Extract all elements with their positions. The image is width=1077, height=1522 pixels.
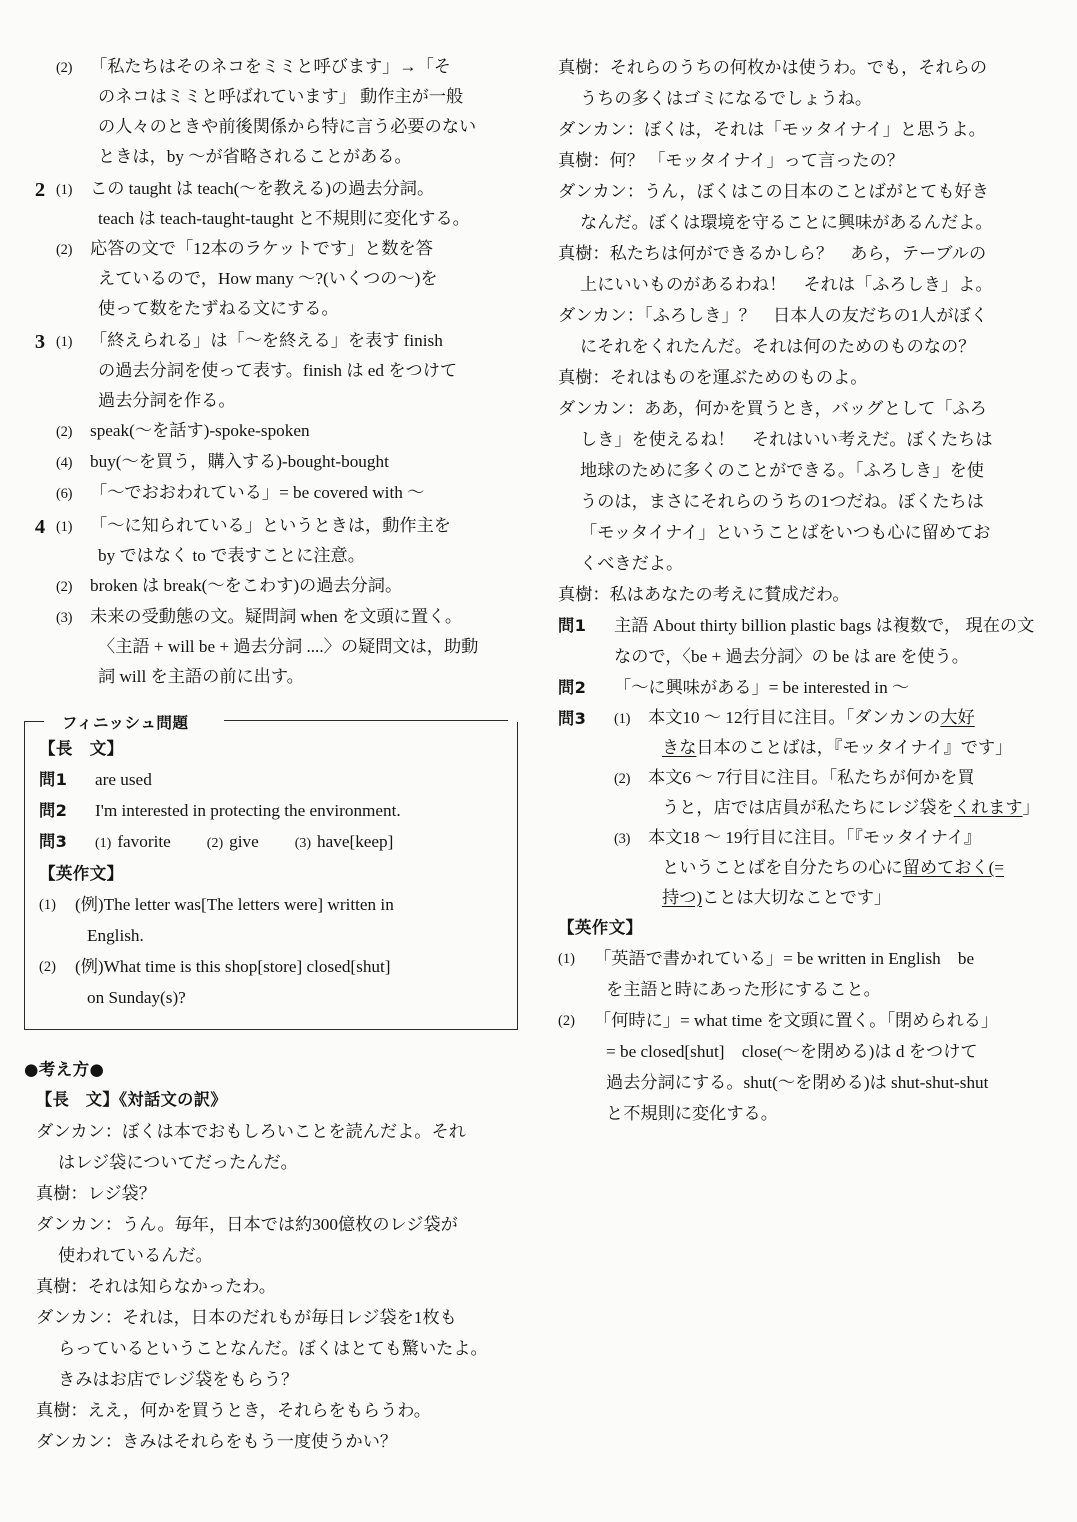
dialogue-turn <box>36 1116 518 1178</box>
text-line: えているので，How many ～?(いくつの～)を <box>98 269 438 288</box>
text-line: 「～に知られている」というときは，動作主を <box>90 516 451 535</box>
eisakubun-row <box>39 889 505 951</box>
item-text <box>90 511 518 571</box>
answer-block-body <box>56 326 518 509</box>
part-text <box>648 823 1049 913</box>
text-line: teach は teach-taught-taught と不規則に変化する。 <box>98 209 470 228</box>
text-line: 真樹：私たちは何ができるかしら？ あら，テーブルの <box>558 244 987 263</box>
item-text <box>90 174 518 234</box>
dialogue-turn <box>36 1209 518 1271</box>
dialogue-translation-continued <box>558 52 1049 610</box>
answer-block-body <box>56 511 518 692</box>
text-line: on Sunday(s)? <box>87 988 186 1007</box>
plain-text: 本文10 ～ 12行目に注目。「ダンカンの <box>648 708 941 727</box>
answer-item <box>56 447 518 478</box>
answer-block-2 <box>24 174 518 324</box>
item-number: (4) <box>56 455 73 471</box>
plain-text: 」 <box>1022 798 1040 817</box>
text-line <box>648 793 1049 823</box>
answer-block-body <box>56 174 518 324</box>
text-line: 「モッタイナイ」ということばをいつも心に留めてお <box>580 523 991 542</box>
text-line: ダンカン：うん，ぼくはこの日本のことばがとても好き <box>558 182 989 201</box>
text-line: にそれをくれたんだ。それは何のためのものなの？ <box>580 337 976 356</box>
text-line: 詞 will を主語の前に出す。 <box>98 667 304 686</box>
part-answer: give <box>229 832 259 851</box>
text-line: buy(～を買う，購入する)-bought-bought <box>90 452 389 471</box>
question-label: 問3 <box>558 709 587 728</box>
text-line: 真樹：それは知らなかったわ。 <box>36 1277 276 1296</box>
dialogue-turn <box>558 114 1049 145</box>
text-line: 「英語で書かれている」= be written in English be <box>594 949 975 968</box>
eisakubun-heading: 【英作文】 <box>558 918 643 937</box>
dialogue-turn <box>36 1302 518 1395</box>
finish-problem-box <box>24 722 518 1030</box>
part-text <box>648 703 1049 763</box>
answer-block-4 <box>24 511 518 692</box>
item-text <box>90 478 518 508</box>
part-answer: have[keep] <box>317 832 394 851</box>
block-number: 3 <box>34 331 46 353</box>
item-number: (1) <box>56 334 73 350</box>
answer-block-3 <box>24 326 518 509</box>
kangaekata-heading: ●考え方● <box>24 1060 105 1079</box>
text-line: この taught は teach(～を教える)の過去分詞。 <box>90 179 435 198</box>
text-line: ダンカン：「ふろしき」？ 日本人の友だちの1人がぼく <box>558 306 988 325</box>
text-line <box>648 853 1049 883</box>
eisakubun-number: (2) <box>558 1013 575 1029</box>
eisakubun-row <box>558 943 1049 1005</box>
item-number: (2) <box>56 242 73 258</box>
text-line <box>648 703 1049 733</box>
answer-part <box>614 703 1049 763</box>
dialogue-turn <box>558 52 1049 114</box>
text-line: 「何時に」= what time を文頭に置く。「閉められる」 <box>594 1011 999 1030</box>
text-line: きみはお店でレジ袋をもらう？ <box>58 1370 299 1389</box>
item-text <box>90 447 518 477</box>
text-line: 過去分詞を作る。 <box>98 391 236 410</box>
answer-item <box>56 511 518 571</box>
text-line: 真樹：何？ 「モッタイナイ」って言ったの？ <box>558 151 904 170</box>
text-line: らっているということなんだ。ぼくはとても驚いたよ。 <box>58 1339 488 1358</box>
eisakubun-number: (2) <box>39 959 56 975</box>
item-text <box>90 234 518 324</box>
question-row-3 <box>39 826 505 859</box>
dialogue-turn <box>558 362 1049 393</box>
text-line: 地球のために多くのことができる。「ふろしき」を使 <box>580 461 984 480</box>
text-line: English. <box>87 926 144 945</box>
question-answer: are used <box>95 770 152 789</box>
eisakubun-text <box>594 943 1049 1005</box>
dialogue-turn <box>558 300 1049 362</box>
text-line: 「終えられる」は「～を終える」を表す finish <box>90 331 443 350</box>
text-line: speak(～を話す)-spoke-spoken <box>90 421 310 440</box>
block-number: 4 <box>34 516 46 538</box>
dialogue-turn <box>558 579 1049 610</box>
item-number: (1) <box>56 519 73 535</box>
dialogue-turn <box>36 1395 518 1426</box>
title-rule <box>224 720 508 721</box>
text-line: のネコはミミと呼ばれています」 動作主が一般 <box>98 87 464 106</box>
question-label: 問1 <box>39 770 68 789</box>
answer-part <box>207 826 259 859</box>
item-text <box>90 52 518 172</box>
item-number: (1) <box>56 182 73 198</box>
part-number: (1) <box>95 836 112 851</box>
dialogue-turn <box>36 1426 518 1457</box>
text-line: ダンカン：それは，日本のだれもが毎日レジ袋を1枚も <box>36 1308 457 1327</box>
answer-item <box>56 326 518 416</box>
text-line: 過去分詞にする。shut(～を閉める)は shut-shut-shut <box>606 1073 989 1092</box>
item-number: (3) <box>56 610 73 626</box>
item-text <box>90 602 518 692</box>
text-line: 「～でおおわれている」= be covered with ～ <box>90 483 425 502</box>
item-text <box>90 571 518 601</box>
text-line: 〈主語 + will be + 過去分詞 ....〉の疑問文は，助動 <box>98 637 479 656</box>
plain-text: うと，店では店員が私たちにレジ袋を <box>662 798 954 817</box>
item-text <box>90 326 518 416</box>
part-number: (2) <box>206 836 224 851</box>
right-column <box>540 0 1077 1129</box>
kangaekata-subheading: 【長 文】《対話文の訳》 <box>36 1090 227 1109</box>
continuation-body <box>56 52 518 172</box>
question-row <box>39 764 505 795</box>
item-number: (6) <box>56 486 73 502</box>
answer-part <box>95 826 171 859</box>
plain-text: 日本のことばは，『モッタイナイ』です」 <box>696 738 1013 757</box>
underlined-text: 留めておく(= <box>902 858 1004 877</box>
underlined-text: くれます <box>953 798 1023 817</box>
eisakubun-row <box>558 1005 1049 1129</box>
answer-item <box>56 602 518 692</box>
text-line: ダンカン：きみはそれらをもう一度使うかい？ <box>36 1432 398 1451</box>
plain-text: 本文18 ～ 19行目に注目。「『モッタイナイ』 <box>648 828 982 847</box>
text-line: ダンカン：ぼくは，それは「モッタイナイ」と思うよ。 <box>558 120 986 139</box>
text-line: (例)The letter was[The letters were] written in <box>75 895 394 914</box>
question-row <box>558 610 1049 672</box>
text-line: 「～に興味がある」= be interested in ～ <box>614 678 910 697</box>
text-line: の人々のときや前後関係から特に言う必要のない <box>98 117 477 136</box>
underlined-text: 大好 <box>940 708 975 727</box>
dialogue-turn <box>36 1271 518 1302</box>
text-line: 真樹：ええ，何かを買うとき，それらをもらうわ。 <box>36 1401 431 1420</box>
text-line: を主語と時にあった形にすること。 <box>606 980 881 999</box>
text-line: 上にいいものがあるわね！ それは「ふろしき」よ。 <box>580 275 993 294</box>
answer-item <box>56 416 518 447</box>
question-answer: I'm interested in protecting the environment. <box>95 801 401 820</box>
answer-item <box>56 174 518 234</box>
part-number: (3) <box>614 831 631 847</box>
part-number: (2) <box>614 771 631 787</box>
plain-text: ということばを自分たちの心に <box>662 858 903 877</box>
item-number: (2) <box>56 424 73 440</box>
question-explanation <box>614 610 1049 672</box>
text-line: (例)What time is this shop[store] closed[shut] <box>75 957 391 976</box>
underlined-text: 持つ) <box>662 888 703 907</box>
question-label: 問1 <box>558 616 587 635</box>
text-line: by ではなく to で表すことに注意。 <box>98 546 365 565</box>
answer-part <box>295 826 394 859</box>
text-line <box>648 763 1049 793</box>
text-line: 真樹：レジ袋？ <box>36 1184 156 1203</box>
eisakubun-text <box>75 889 505 951</box>
eisakubun-number: (1) <box>558 951 575 967</box>
text-line: 使われているんだ。 <box>58 1246 213 1265</box>
part-number: (3) <box>294 836 312 851</box>
answer-part <box>614 823 1049 913</box>
text-line: 現在の文なので，〈be + 過去分詞〉の be は are を使う。 <box>614 616 1035 666</box>
text-line: しき」を使えるね！ それはいい考えだ。ぼくたちは <box>580 430 993 449</box>
question-label: 問3 <box>39 832 68 851</box>
text-line: 真樹：それらのうちの何枚かは使うわ。でも，それらの <box>558 58 988 77</box>
text-line: ダンカン：ああ，何かを買うとき，バッグとして「ふろ <box>558 399 987 418</box>
text-line: ときは，by ～が省略されることがある。 <box>98 147 412 166</box>
dialogue-turn <box>558 176 1049 238</box>
text-line: くべきだよ。 <box>580 554 684 573</box>
part-text <box>648 763 1049 823</box>
text-line: なんだ。ぼくは環境を守ることに興味があるんだよ。 <box>580 213 993 232</box>
dialogue-translation <box>24 1116 518 1457</box>
question-row-3 <box>558 703 1049 913</box>
text-line: = be closed[shut] close(～を閉める)は d をつけて <box>606 1042 978 1061</box>
question-row <box>39 795 505 826</box>
finish-problem-title: フィニッシュ問題 <box>58 711 198 733</box>
dialogue-turn <box>558 238 1049 300</box>
dialogue-turn <box>36 1178 518 1209</box>
eisakubun-text <box>594 1005 1049 1129</box>
text-line: 真樹：それはものを運ぶためのものよ。 <box>558 368 868 387</box>
question-row <box>558 672 1049 703</box>
text-line: broken は break(～をこわす)の過去分詞。 <box>90 576 403 595</box>
answer-item <box>56 571 518 602</box>
eisakubun-heading: 【英作文】 <box>39 864 124 883</box>
text-line: はレジ袋についてだったんだ。 <box>58 1153 298 1172</box>
text-line <box>648 883 1049 913</box>
item-number: (2) <box>56 579 73 595</box>
block-number: 2 <box>34 179 46 201</box>
continuation-block <box>24 52 518 172</box>
eisakubun-number: (1) <box>39 897 56 913</box>
text-line: ダンカン：うん。毎年，日本では約300億枚のレジ袋が <box>36 1215 458 1234</box>
left-column <box>0 0 540 1457</box>
question-explanation-parts <box>614 703 1049 913</box>
text-line <box>648 823 1049 853</box>
plain-text: 本文6 ～ 7行目に注目。「私たちが何かを買 <box>648 768 975 787</box>
part-number: (1) <box>614 711 631 727</box>
text-line: の過去分詞を使って表す。finish は ed をつけて <box>98 361 458 380</box>
text-line <box>648 733 1049 763</box>
part-answer: favorite <box>117 832 171 851</box>
question-label: 問2 <box>39 801 68 820</box>
text-line: うちの多くはゴミになるでしょうね。 <box>580 89 873 108</box>
finish-problem-section <box>24 714 518 1030</box>
answer-item <box>56 52 518 172</box>
text-line: 主語 About thirty billion plastic bags は複数で， <box>614 616 962 635</box>
dialogue-turn <box>558 393 1049 579</box>
question-label: 問2 <box>558 678 587 697</box>
text-line: 「私たちはそのネコをミミと呼びます」→「そ <box>90 57 451 76</box>
text-line: 応答の文で「12本のラケットです」と数を答 <box>90 239 433 258</box>
text-line: と不規則に変化する。 <box>606 1104 778 1123</box>
text-line: うのは，まさにそれらのうちの1つだね。ぼくたちは <box>580 492 984 511</box>
item-number: (2) <box>56 60 73 76</box>
text-line: 真樹：私はあなたの考えに賛成だわ。 <box>558 585 850 604</box>
eisakubun-row <box>39 951 505 1013</box>
question-answer-parts <box>95 826 505 859</box>
answer-item <box>56 478 518 509</box>
answer-part <box>614 763 1049 823</box>
question-explanation <box>614 672 1049 703</box>
underlined-text: きな <box>662 738 697 757</box>
answer-item <box>56 234 518 324</box>
dialogue-turn <box>558 145 1049 176</box>
text-line: 使って数をたずねる文にする。 <box>98 299 339 318</box>
chobun-heading: 【長 文】 <box>39 739 124 758</box>
plain-text: ことは大切なことです」 <box>702 888 892 907</box>
text-line: 未来の受動態の文。疑問詞 when を文頭に置く。 <box>90 607 463 626</box>
item-text <box>90 416 518 446</box>
eisakubun-text <box>75 951 505 1013</box>
text-line: ダンカン：ぼくは本でおもしろいことを読んだよ。それ <box>36 1122 466 1141</box>
